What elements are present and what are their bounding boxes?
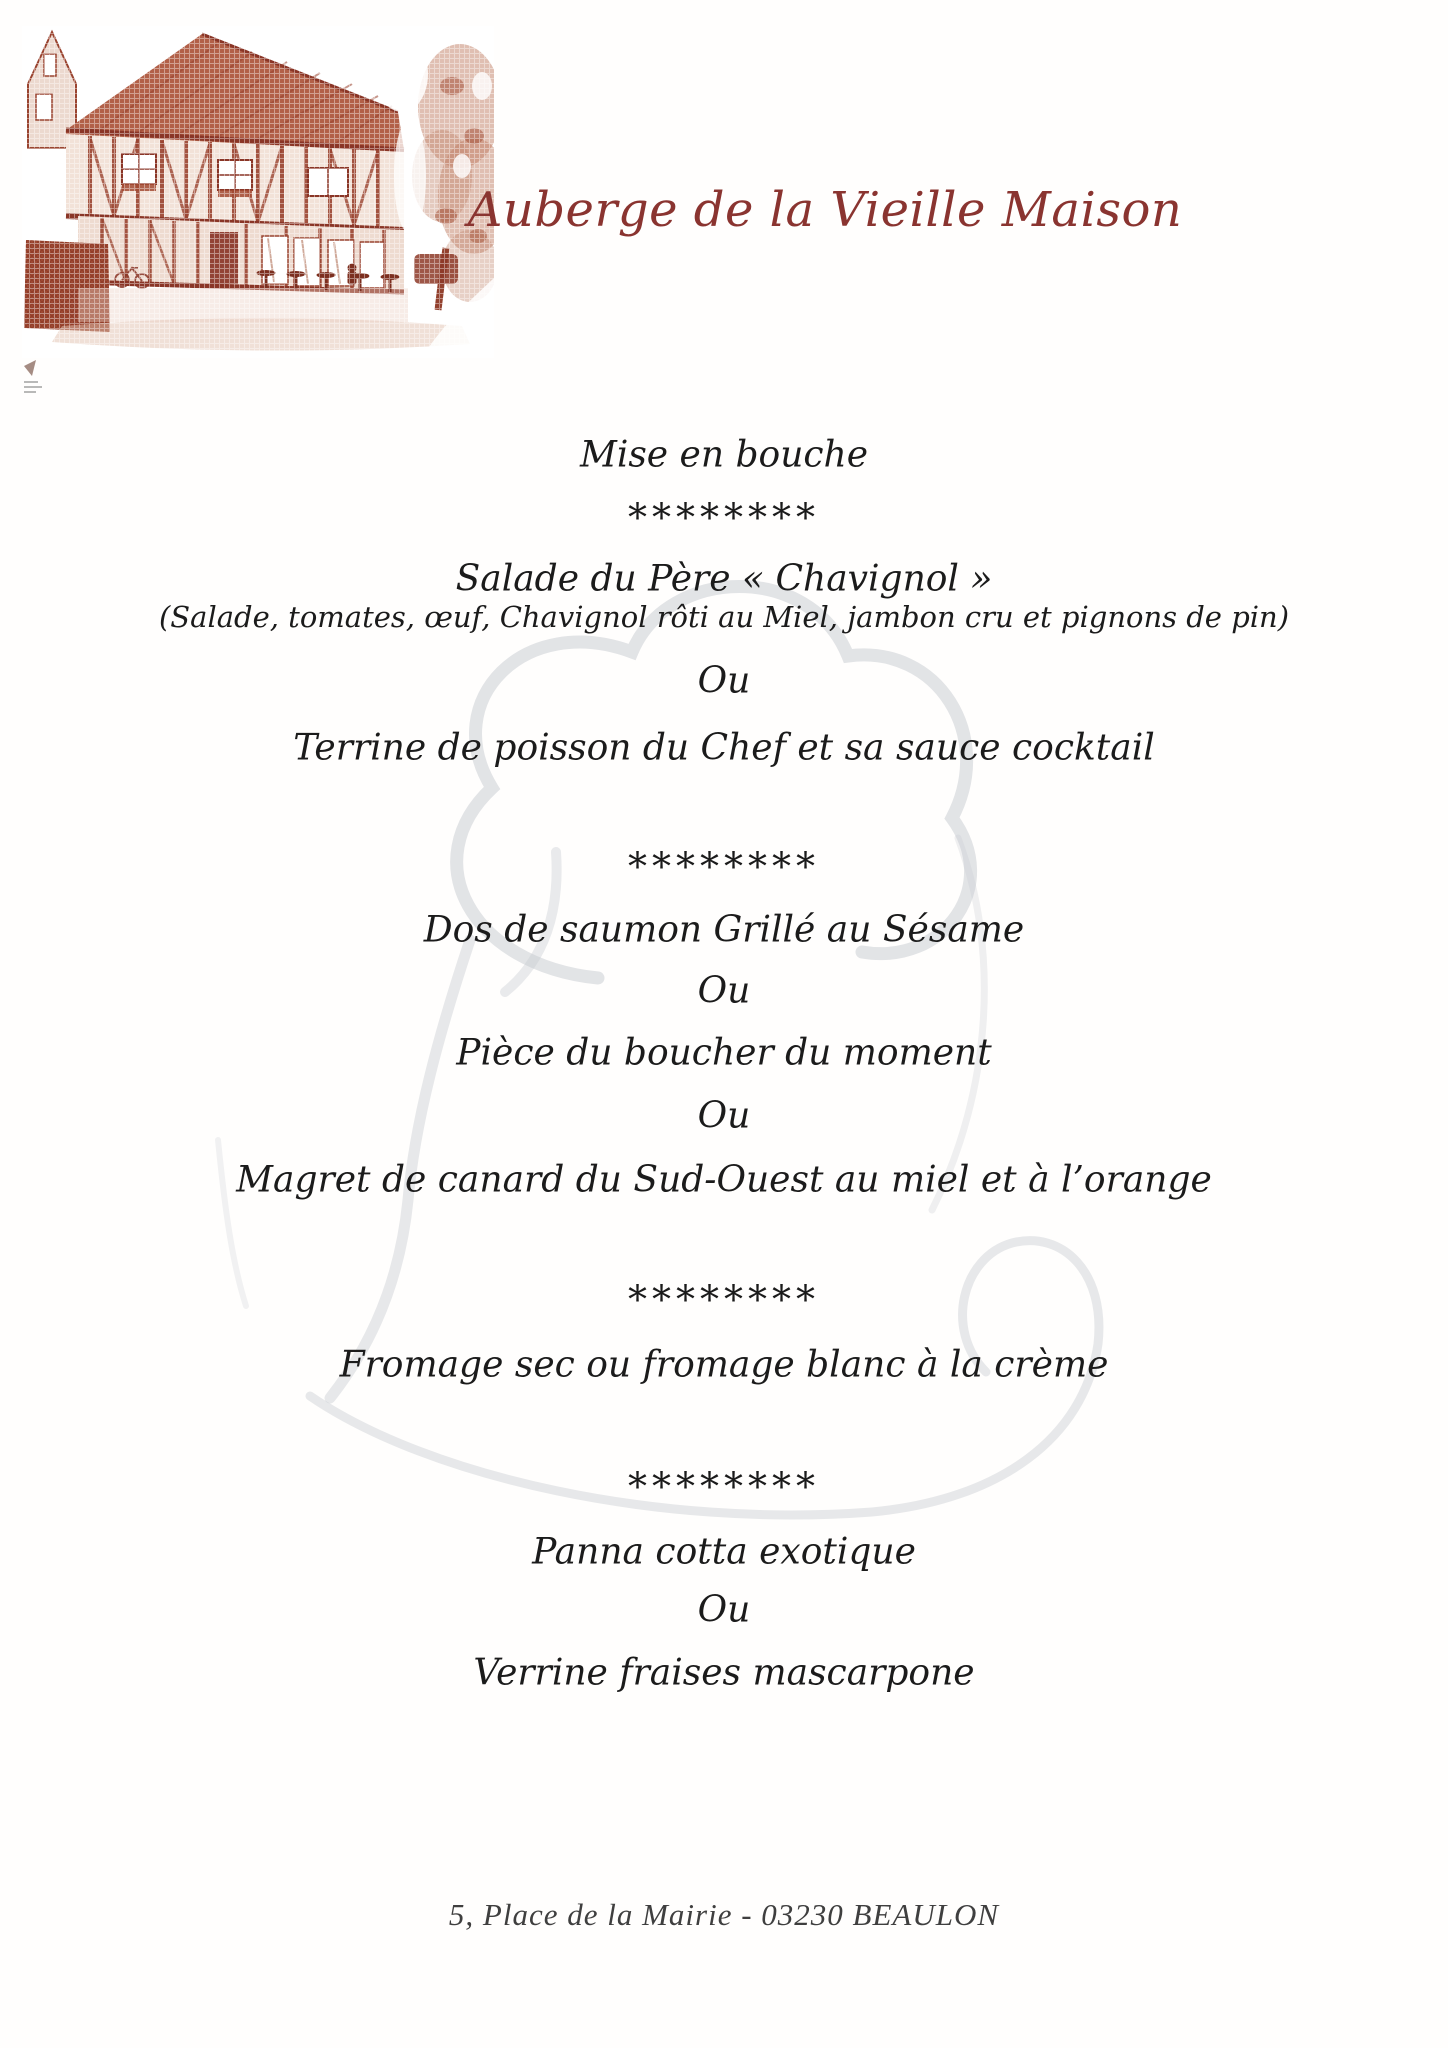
or-divider: Ou [697,970,751,1012]
menu-item: Panna cotta exotique [532,1531,916,1573]
menu-item: Mise en bouche [579,434,869,476]
restaurant-name: Auberge de la Vieille Maison [467,181,1183,238]
menu-item: Verrine fraises mascarpone [473,1652,975,1694]
menu-item: Pièce du boucher du moment [456,1032,992,1074]
stars-separator: ******** [628,844,820,889]
stars-separator: ******** [628,1464,820,1509]
menu-item: Fromage sec ou fromage blanc à la crème [339,1344,1109,1386]
menu-item: Dos de saumon Grillé au Sésame [423,909,1025,951]
menu-item: Salade du Père « Chavignol » [455,558,993,600]
menu-item-note: (Salade, tomates, œuf, Chavignol rôti au Miel, jambon cru et pignons de pin) [158,600,1290,634]
or-divider: Ou [697,1589,751,1631]
menu-item: Magret de canard du Sud-Ouest au miel et à l’orange [236,1159,1212,1201]
menu-item: Terrine de poisson du Chef et sa sauce cocktail [293,727,1155,769]
stars-separator: ******** [628,495,820,540]
stars-separator: ******** [628,1277,820,1322]
address-footer: 5, Place de la Mairie - 03230 BEAULON [448,1897,1000,1932]
or-divider: Ou [697,1095,751,1137]
or-divider: Ou [697,660,751,702]
